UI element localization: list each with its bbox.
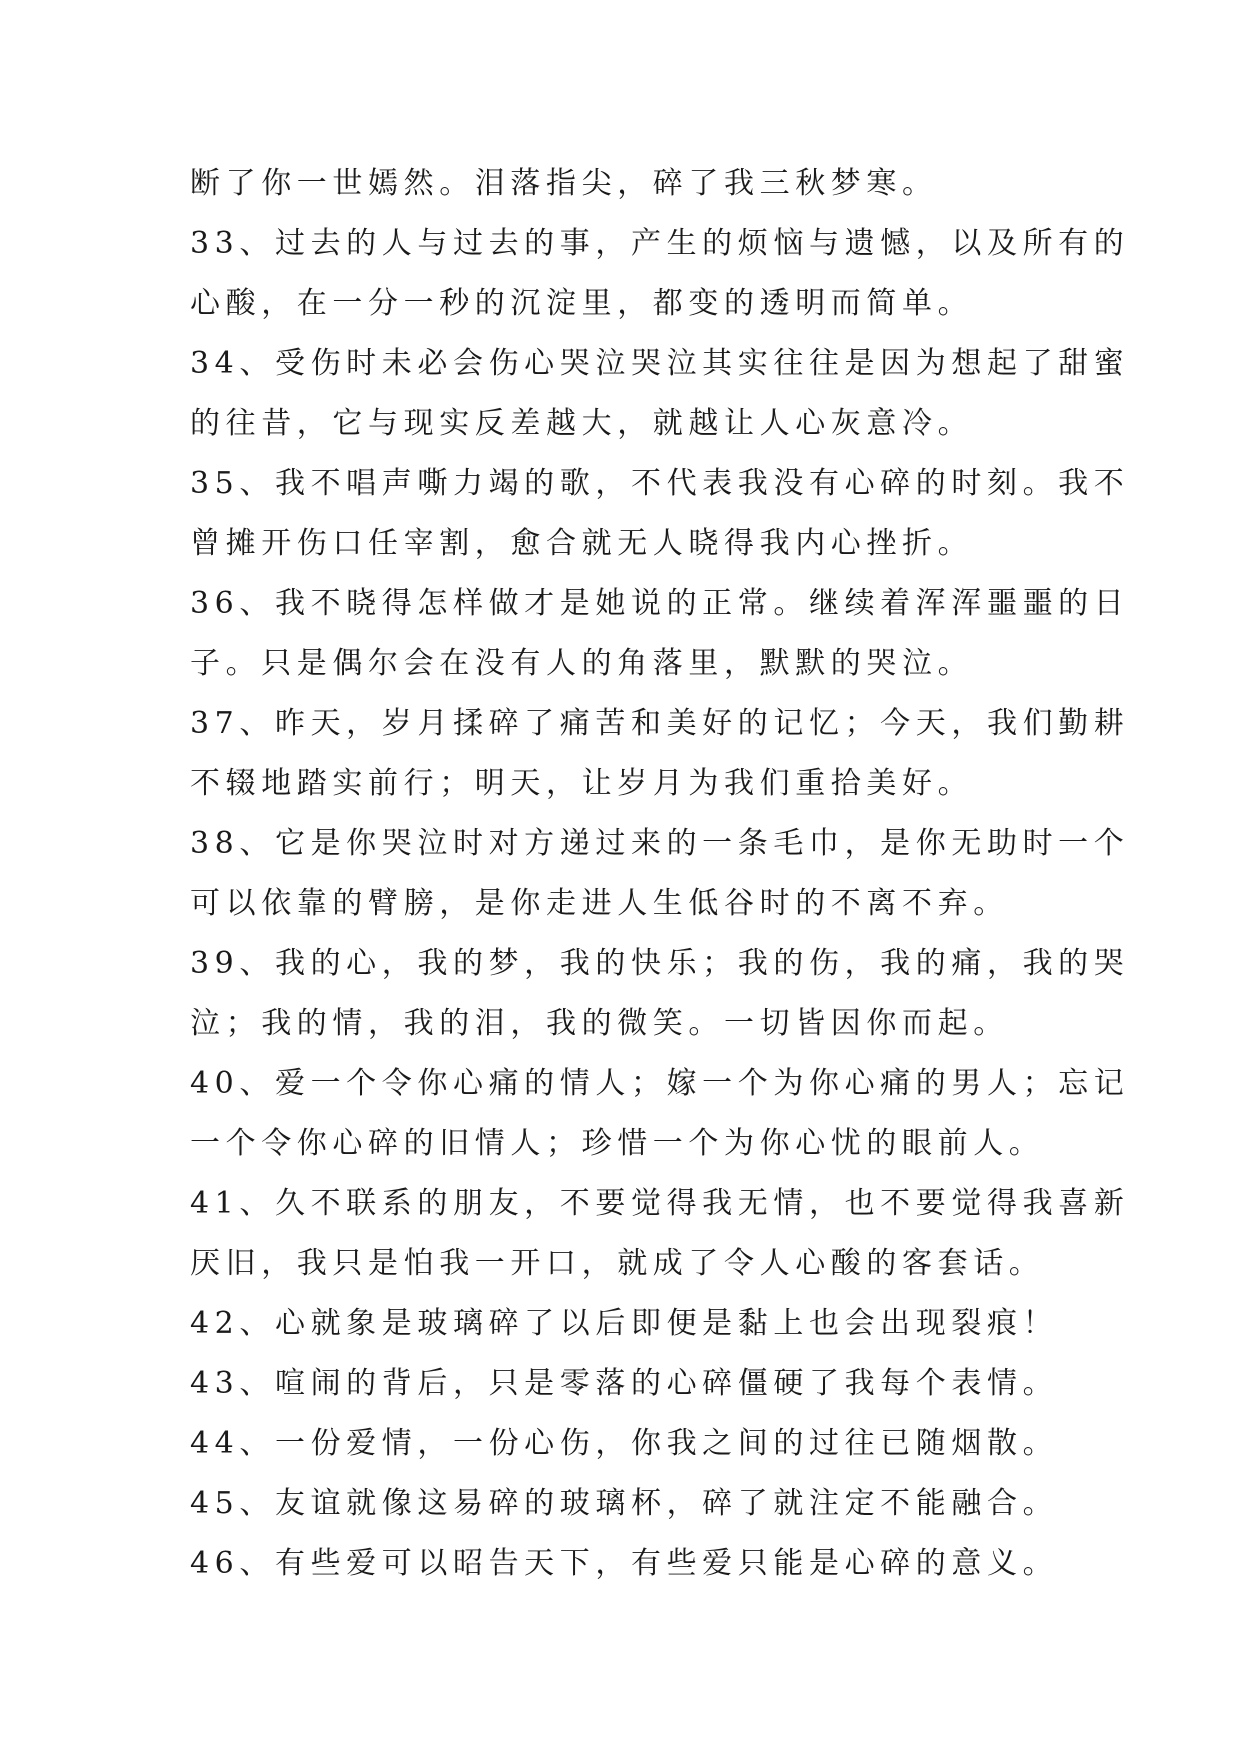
text-line: 36、我不晓得怎样做才是她说的正常。继续着浑浑噩噩的日 xyxy=(190,586,1130,621)
text-line: 34、受伤时未必会伤心哭泣哭泣其实往往是因为想起了甜蜜 xyxy=(190,346,1130,381)
text-line: 一个令你心碎的旧情人；珍惜一个为你心忧的眼前人。 xyxy=(190,1126,1045,1161)
text-line: 40、爱一个令你心痛的情人；嫁一个为你心痛的男人；忘记 xyxy=(190,1066,1130,1101)
text-line: 厌旧，我只是怕我一开口，就成了令人心酸的客套话。 xyxy=(190,1246,1045,1281)
text-line: 35、我不唱声嘶力竭的歌，不代表我没有心碎的时刻。我不 xyxy=(190,466,1130,501)
document-body xyxy=(190,154,1130,1594)
text-line: 的往昔，它与现实反差越大，就越让人心灰意冷。 xyxy=(190,406,974,441)
text-line: 38、它是你哭泣时对方递过来的一条毛巾，是你无助时一个 xyxy=(190,826,1130,861)
text-line: 41、久不联系的朋友，不要觉得我无情，也不要觉得我喜新 xyxy=(190,1186,1130,1221)
text-line: 46、有些爱可以昭告天下，有些爱只能是心碎的意义。 xyxy=(190,1546,1059,1581)
text-line: 33、过去的人与过去的事，产生的烦恼与遗憾，以及所有的 xyxy=(190,226,1130,261)
text-line: 44、一份爱情，一份心伤，你我之间的过往已随烟散。 xyxy=(190,1426,1059,1461)
text-line: 子。只是偶尔会在没有人的角落里，默默的哭泣。 xyxy=(190,646,974,681)
text-line: 心酸，在一分一秒的沉淀里，都变的透明而简单。 xyxy=(190,286,974,321)
text-line: 37、昨天，岁月揉碎了痛苦和美好的记忆；今天，我们勤耕 xyxy=(190,706,1130,741)
text-line: 泣；我的情，我的泪，我的微笑。一切皆因你而起。 xyxy=(190,1006,1009,1041)
text-line: 45、友谊就像这易碎的玻璃杯，碎了就注定不能融合。 xyxy=(190,1486,1059,1521)
text-line: 可以依靠的臂膀，是你走进人生低谷时的不离不弃。 xyxy=(190,886,1009,921)
text-line: 42、心就象是玻璃碎了以后即便是黏上也会出现裂痕！ xyxy=(190,1306,1059,1341)
text-line: 曾摊开伤口任宰割，愈合就无人晓得我内心挫折。 xyxy=(190,526,974,561)
text-line: 不辍地踏实前行；明天，让岁月为我们重拾美好。 xyxy=(190,766,974,801)
text-line: 39、我的心，我的梦，我的快乐；我的伤，我的痛，我的哭 xyxy=(190,946,1130,981)
text-line: 43、喧闹的背后，只是零落的心碎僵硬了我每个表情。 xyxy=(190,1366,1059,1401)
text-line: 断了你一世嫣然。泪落指尖，碎了我三秋梦寒。 xyxy=(190,166,938,201)
